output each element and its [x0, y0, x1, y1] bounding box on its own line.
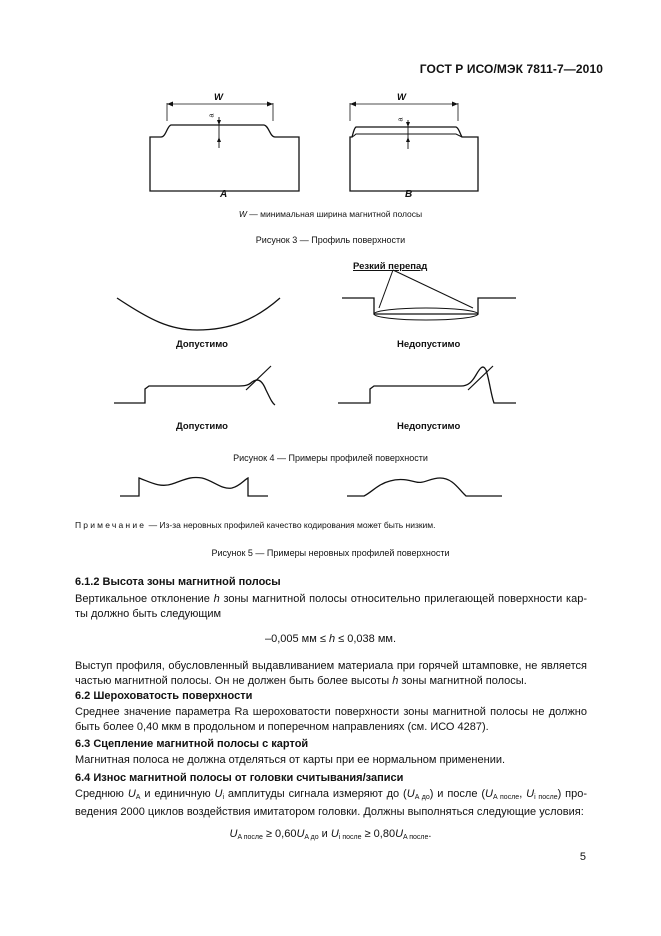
- section-6-3-paragraph: Магнитная полоса не должна отделяться от карты при ее нормальном применении.: [75, 754, 506, 766]
- section-6-1-2-paragraph-1: Вертикальное отклонение h зоны магнитной полосы относительно прилегающей поверхности кар-ты должно быть следующим: [75, 593, 587, 620]
- section-6-2-heading: 6.2 Шероховатость поверхности: [75, 690, 253, 702]
- section-6-2-paragraph: Среднее значение параметра Ra шероховатости поверхности зоны магнитной полосы не должно быть более 0,40 мкм в продольном и поперечном направлениях (см. ИСО 4287).: [75, 706, 587, 733]
- unacceptable-label-1: Недопустимо: [397, 339, 461, 350]
- section-6-1-2-heading: 6.1.2 Высота зоны магнитной полосы: [75, 576, 281, 588]
- dimension-label-w-b: W: [397, 92, 406, 103]
- wear-condition-formula: UA после ≥ 0,60UA до и Ui после ≥ 0,80UA после.: [229, 828, 432, 841]
- section-6-4-paragraph: Среднюю UA и единичную Ui амплитуды сигнала измеряют до (UA до) и после (UA после, Ui после) про-ведения 2000 циклов воздействия имитатором головки. Должны выполняться следующие условия:: [75, 788, 588, 818]
- sharp-drop-label: Резкий перепад: [353, 261, 428, 272]
- profile-label-b: B: [405, 189, 413, 200]
- acceptable-label-1: Допустимо: [176, 339, 228, 350]
- unacceptable-label-2: Недопустимо: [397, 421, 461, 432]
- document-code: ГОСТ Р ИСО/МЭК 7811-7—2010: [419, 62, 603, 76]
- dimension-label-small-a: a: [208, 113, 216, 118]
- figure-4-caption: Рисунок 4 — Примеры профилей поверхности: [233, 453, 428, 463]
- dimension-label-small-b: a: [397, 117, 405, 122]
- figure-5-note: Примечание — Из-за неровных профилей качество кодирования может быть низким.: [75, 520, 436, 530]
- acceptable-label-2: Допустимо: [176, 421, 228, 432]
- profile-label-a: A: [220, 189, 228, 200]
- figure-5-caption: Рисунок 5 — Примеры неровных профилей поверхности: [211, 548, 450, 558]
- section-6-1-2-paragraph-2: Выступ профиля, обусловленный выдавливанием материала при горячей штамповке, не является частью магнитной полосы. Он не должен быть более высоты h зоны магнитной полосы.: [75, 660, 587, 687]
- dimension-label-w-a: W: [214, 92, 223, 103]
- section-6-4-heading: 6.4 Износ магнитной полосы от головки считывания/записи: [75, 772, 404, 784]
- figure-3-caption: Рисунок 3 — Профиль поверхности: [255, 235, 406, 245]
- figure-3-legend: W — минимальная ширина магнитной полосы: [238, 209, 423, 219]
- page-number: 5: [579, 851, 586, 863]
- height-formula: –0,005 мм ≤ h ≤ 0,038 мм.: [264, 633, 397, 645]
- section-6-3-heading: 6.3 Сцепление магнитной полосы с картой: [75, 738, 309, 750]
